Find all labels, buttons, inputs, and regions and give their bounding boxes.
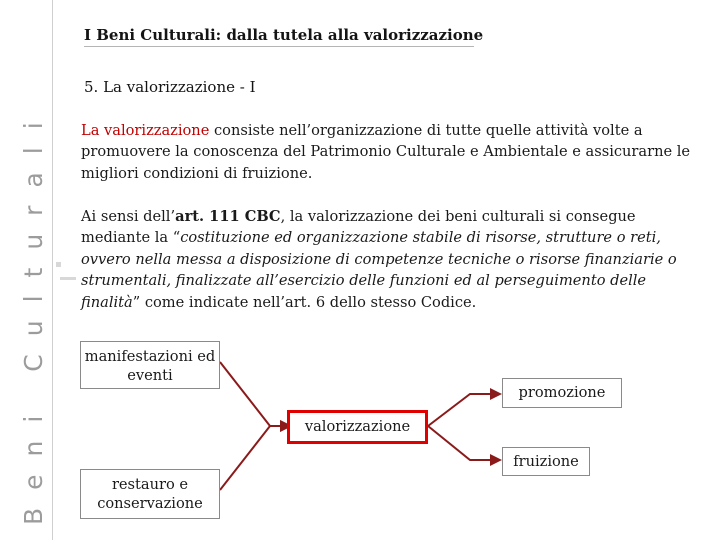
definition-text: consiste nell’organizzazione di tutte quelle attività volte a promuovere la conoscenza del Patrimonio Culturale e Ambientale e assicurarne le migliori condizioni di fruizione.: [81, 122, 691, 182]
legal-quote: costituzione ed organizzazione stabile di risorse, strutture o reti, ovvero nella messa a disposizione di competenze tecniche o risorse finanziarie o strumentali, finalizzate all’esercizio delle funzioni ed al perseguimento delle finalità: [81, 229, 677, 311]
box-fruition: fruizione: [502, 447, 590, 476]
box-promotion: promozione: [502, 378, 622, 408]
box-valorizzazione: valorizzazione: [287, 410, 428, 444]
legal-text-3: ” come indicate nell’art. 6 dello stesso Codice.: [132, 293, 477, 311]
box-restoration: restauro e conservazione: [80, 469, 220, 519]
box-events: manifestazioni ed eventi: [80, 341, 220, 389]
article-reference: art. 111 CBC: [175, 208, 281, 225]
legal-text-1: Ai sensi dell’: [81, 208, 176, 225]
page-title: I Beni Culturali: dalla tutela alla valorizzazione: [84, 26, 484, 44]
connector-restoration: [220, 426, 290, 490]
connector-promotion: [428, 394, 500, 426]
connector-fruition: [428, 426, 500, 460]
connector-events: [220, 362, 290, 426]
sidebar-title-text: Beni Culturali: [19, 104, 48, 525]
legal-text-2: , la valorizzazione dei beni culturali si consegue mediante la “: [81, 208, 636, 247]
section-subtitle: 5. La valorizzazione - I: [84, 78, 256, 96]
definition-lead: La valorizzazione: [81, 122, 210, 139]
